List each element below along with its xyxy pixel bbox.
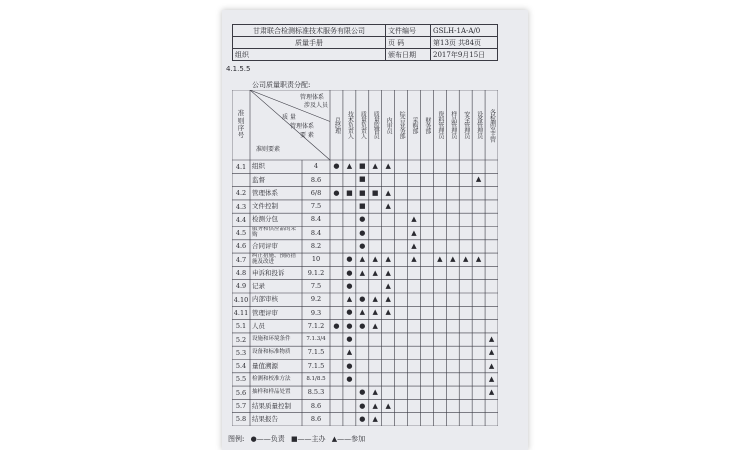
diag-header-text: 管理体系	[290, 123, 315, 130]
diag-header-text: 要 素	[300, 132, 314, 139]
role-header: 质量负责人	[359, 111, 367, 139]
matrix-mark: ▲	[346, 162, 353, 171]
row-clause: 9.1.2	[307, 268, 325, 277]
matrix-mark: ▲	[372, 255, 378, 264]
legend-responsible: ●——负责	[250, 435, 285, 443]
matrix-mark: ▲	[346, 348, 353, 357]
section-number: 4.1.5.5	[226, 65, 251, 73]
matrix-mark: ▲	[385, 268, 391, 277]
row-seq	[232, 173, 250, 186]
row-element-name: 记录	[252, 281, 265, 290]
matrix-mark: ■	[346, 188, 353, 197]
row-element-name: 合同评审	[252, 242, 278, 251]
legend-label: 图例:	[228, 435, 245, 443]
row-element-name: 设备和标准物质	[252, 348, 291, 355]
row-seq: 5.2	[235, 335, 247, 344]
diag-header-text: 准则要素	[256, 146, 281, 153]
row-element-name: 监督	[252, 175, 265, 184]
matrix-mark: ■	[358, 175, 366, 184]
row-clause: 8.6	[310, 401, 322, 410]
doc-number: GSLH-1A-A/0	[431, 25, 498, 37]
row-element-name: 人员	[252, 321, 265, 330]
matrix-mark: ▲	[372, 162, 378, 171]
row-clause: 7.1.3/4	[306, 335, 326, 342]
row-seq: 4.1	[235, 162, 247, 171]
row-element-name: 检测和校准方法	[252, 375, 291, 382]
matrix-mark: ●	[359, 414, 366, 423]
row-element-name: 内部审核	[252, 295, 278, 304]
row-element-name: 文件控制	[252, 202, 278, 211]
matrix-mark: ●	[346, 361, 353, 370]
matrix-mark: ▲	[385, 295, 391, 304]
matrix-mark: ▲	[372, 401, 378, 410]
row-seq: 5.7	[235, 402, 247, 411]
doc-number-label: 文件编号	[386, 25, 431, 37]
matrix-mark: ■	[358, 188, 366, 197]
matrix-mark: ▲	[346, 295, 353, 304]
matrix-mark: ▲	[411, 241, 417, 250]
matrix-mark: ●	[359, 228, 366, 237]
matrix-mark: ●	[333, 188, 340, 197]
matrix-mark: ▲	[462, 255, 469, 264]
row-clause: 8.4	[310, 215, 322, 224]
row-clause: 7.5	[310, 202, 322, 211]
matrix-mark: ▲	[385, 401, 391, 410]
matrix-mark: ●	[346, 255, 353, 264]
row-element-name: 结果报告	[252, 414, 278, 423]
role-header: 设备管理员	[475, 111, 483, 139]
matrix-mark: ●	[346, 308, 353, 317]
responsibility-matrix	[232, 90, 498, 426]
page-label: 页 码	[386, 37, 431, 49]
role-header: 采购部	[411, 116, 418, 134]
matrix-mark: ●	[359, 241, 366, 250]
row-clause: 8.5.3	[307, 388, 325, 397]
issue-date: 2017年9月15日	[431, 49, 498, 61]
matrix-mark: ▲	[437, 255, 443, 264]
page-number: 第13页 共84页	[431, 37, 498, 49]
matrix-mark: ▲	[450, 255, 456, 264]
row-seq: 4.9	[235, 282, 247, 291]
row-seq: 4.6	[235, 242, 247, 251]
row-element-name: 申诉和投诉	[252, 268, 285, 277]
row-clause: 8.4	[310, 228, 322, 237]
seq-column-header: 准则序号	[237, 109, 245, 140]
row-clause: 8.6	[310, 414, 322, 423]
matrix-mark: ■	[358, 162, 366, 171]
row-clause: 7.1.2	[307, 321, 325, 330]
row-clause: 7.1.5	[307, 348, 325, 357]
role-header: 技术负责人	[346, 111, 354, 139]
matrix-mark: ▲	[372, 414, 378, 423]
matrix-mark: ▲	[385, 308, 391, 317]
role-header: 安全管理员	[462, 111, 470, 139]
matrix-mark: ▲	[488, 361, 495, 370]
matrix-mark: ●	[346, 321, 353, 330]
row-element-name: 抽样和样品处置	[252, 388, 291, 395]
matrix-mark: ■	[371, 188, 379, 197]
matrix-mark: ▲	[385, 162, 391, 171]
issue-date-label: 颁布日期	[386, 49, 431, 61]
matrix-mark: ●	[346, 374, 353, 383]
role-header: 样品管理员	[449, 111, 457, 139]
row-element-name: 纠正措施、预防措施及改进	[252, 253, 297, 265]
document-header	[232, 24, 498, 61]
row-clause: 6/8	[310, 188, 322, 197]
row-element-name: 管理体系	[252, 188, 278, 197]
matrix-mark: ●	[346, 268, 353, 277]
row-element-name: 管理评审	[252, 308, 278, 317]
matrix-mark: ▲	[411, 215, 417, 224]
role-header: 各检测室主管	[488, 108, 496, 142]
intro-text: 公司质量职责分配:	[252, 81, 311, 89]
matrix-mark: ▲	[372, 308, 378, 317]
matrix-mark: ▲	[385, 281, 391, 290]
row-seq: 5.8	[235, 415, 247, 424]
matrix-mark: ●	[359, 295, 366, 304]
row-element-name: 量值溯源	[252, 361, 278, 370]
section-title: 组织	[233, 49, 386, 61]
company-name: 甘肃联合检测标准技术服务有限公司	[233, 25, 386, 37]
matrix-mark: ▲	[385, 202, 391, 211]
row-seq: 5.5	[235, 375, 247, 384]
matrix-mark: ●	[346, 281, 353, 290]
matrix-mark: ▲	[359, 268, 365, 277]
matrix-mark: ■	[358, 202, 366, 211]
role-header: 总经理	[333, 116, 341, 134]
row-seq: 4.5	[235, 229, 247, 238]
row-clause: 8.1/8.5	[306, 375, 326, 382]
row-seq: 5.3	[235, 348, 247, 357]
document-page	[222, 10, 528, 450]
row-element-name: 结果质量控制	[252, 401, 291, 410]
diag-header-text: 涉及人员	[304, 102, 329, 109]
matrix-mark: ●	[359, 321, 366, 330]
matrix-mark: ▲	[411, 228, 417, 237]
row-clause: 7.1.5	[307, 361, 325, 370]
matrix-mark: ▲	[372, 295, 378, 304]
matrix-mark: ▲	[488, 374, 495, 383]
row-clause: 9.2	[310, 295, 322, 304]
row-seq: 4.4	[235, 215, 247, 224]
matrix-mark: ▲	[372, 388, 378, 397]
matrix-mark: ▲	[359, 255, 365, 264]
row-seq: 4.2	[235, 189, 247, 198]
legend-lead: ■——主办	[290, 435, 326, 443]
row-element-name: 检测分包	[252, 215, 278, 224]
matrix-mark: ▲	[359, 308, 365, 317]
row-clause: 7.5	[310, 281, 322, 290]
row-clause: 10	[311, 255, 321, 264]
row-seq: 4.3	[235, 202, 247, 211]
matrix-mark: ●	[333, 321, 340, 330]
diag-header-text: 质 量	[282, 114, 296, 121]
matrix-mark: ▲	[385, 255, 391, 264]
legend-participate: ▲——参加	[331, 435, 366, 443]
matrix-mark: ●	[359, 388, 366, 397]
legend	[228, 434, 369, 444]
row-seq: 5.1	[235, 322, 247, 331]
row-seq: 4.7	[235, 255, 247, 264]
row-clause: 9.3	[310, 308, 322, 317]
role-header: 综合业务部	[398, 111, 406, 139]
row-element-name: 服务和供应品的采购	[252, 226, 297, 239]
row-seq: 5.4	[235, 362, 247, 371]
row-seq: 5.6	[235, 388, 247, 397]
role-header: 资料管理员	[436, 111, 444, 139]
row-element-name: 设施和环境条件	[252, 335, 291, 342]
matrix-mark: ▲	[488, 335, 495, 344]
matrix-mark: ●	[359, 401, 366, 410]
matrix-mark: ▲	[372, 268, 378, 277]
matrix-mark: ▲	[385, 188, 391, 197]
role-header: 质量监督员	[372, 111, 380, 139]
row-clause: 8.6	[310, 175, 322, 184]
row-seq: 4.11	[233, 308, 249, 317]
matrix-mark: ●	[333, 162, 340, 171]
matrix-mark: ▲	[475, 175, 482, 184]
role-header: 财务部	[423, 116, 431, 134]
row-seq: 4.10	[233, 295, 249, 304]
row-clause: 4	[313, 162, 319, 171]
matrix-mark: ▲	[488, 388, 495, 397]
matrix-mark: ▲	[475, 255, 482, 264]
row-seq: 4.8	[235, 269, 247, 278]
role-header: 内审员	[385, 116, 393, 134]
matrix-mark: ▲	[372, 321, 378, 330]
matrix-mark: ●	[346, 335, 353, 344]
matrix-mark: ▲	[411, 255, 417, 264]
row-element-name: 组织	[252, 162, 265, 171]
manual-title: 质量手册	[233, 37, 386, 49]
matrix-mark: ●	[359, 215, 366, 224]
matrix-mark: ▲	[488, 348, 495, 357]
diag-header-text: 管理体系	[300, 94, 325, 101]
row-clause: 8.2	[310, 242, 322, 251]
